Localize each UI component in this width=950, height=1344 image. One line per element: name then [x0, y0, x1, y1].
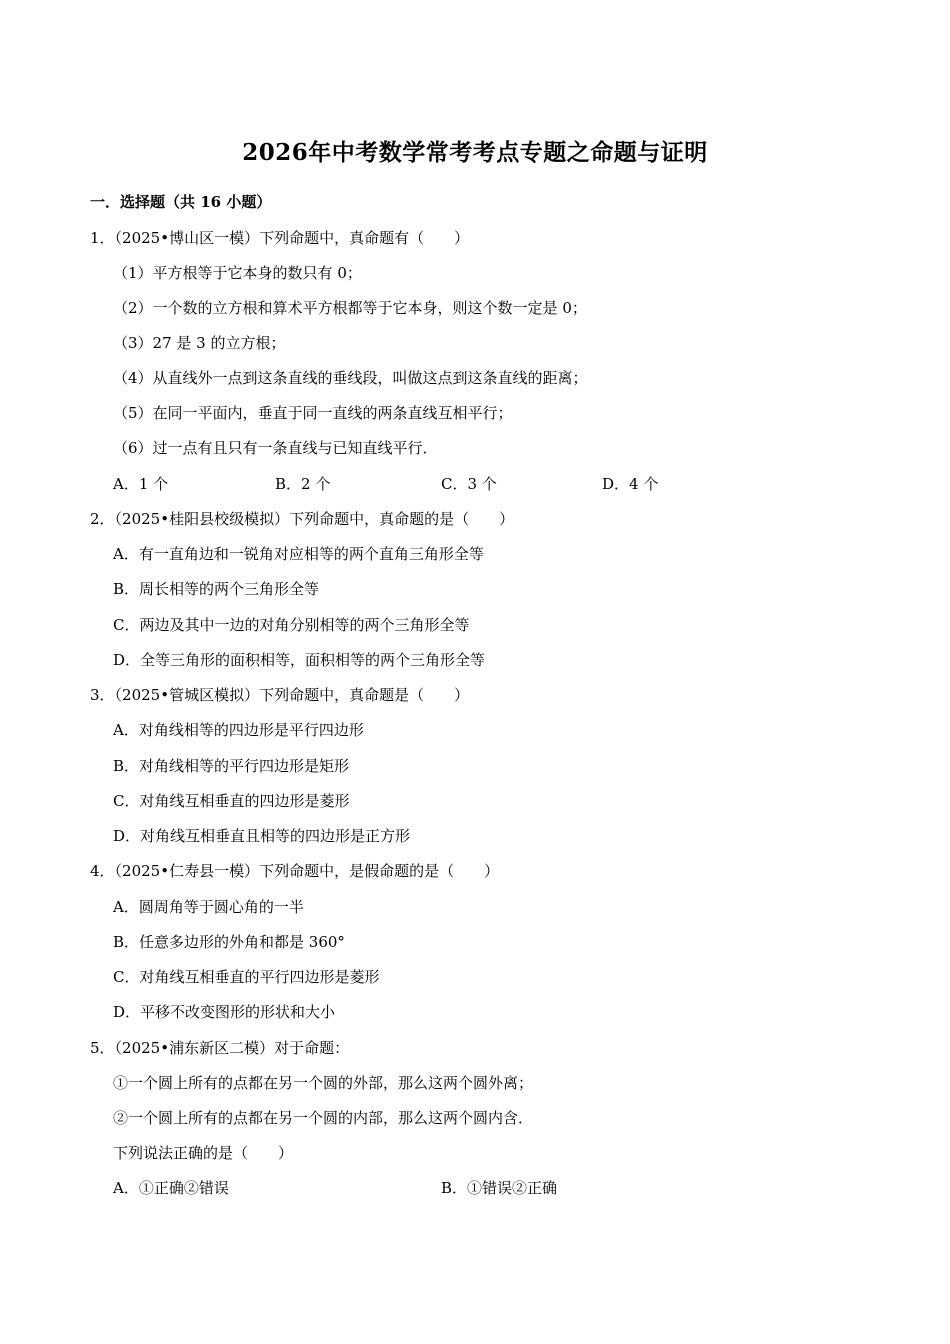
question-4-option-a: A．圆周角等于圆心角的一半 — [113, 898, 304, 916]
question-5-item-2: ②一个圆上所有的点都在另一个圆的内部，那么这两个圆内含． — [113, 1109, 534, 1127]
question-1-option-b: B．2 个 — [275, 475, 331, 493]
question-4-stem: 4．（2025•仁寿县一模）下列命题中，是假命题的是（ ） — [90, 862, 500, 880]
question-1-item-5: （5）在同一平面内，垂直于同一直线的两条直线互相平行； — [113, 404, 513, 422]
question-1-item-6: （6）过一点有且只有一条直线与已知直线平行． — [113, 439, 438, 457]
question-5-option-a: A．①正确②错误 — [113, 1179, 229, 1197]
question-2-option-c: C．两边及其中一边的对角分别相等的两个三角形全等 — [113, 616, 470, 634]
question-2-option-b: B．周长相等的两个三角形全等 — [113, 580, 320, 598]
question-2-option-d: D．全等三角形的面积相等，面积相等的两个三角形全等 — [113, 651, 486, 669]
question-1-option-c: C．3 个 — [441, 475, 497, 493]
question-5-stem: 5．（2025•浦东新区二模）对于命题： — [90, 1039, 350, 1057]
question-1-item-1: （1）平方根等于它本身的数只有 0； — [113, 264, 362, 282]
question-5-prompt: 下列说法正确的是（ ） — [113, 1144, 294, 1162]
question-1-item-2: （2）一个数的立方根和算术平方根都等于它本身，则这个数一定是 0； — [113, 299, 587, 317]
question-1-item-4: （4）从直线外一点到这条直线的垂线段，叫做这点到这条直线的距离； — [113, 369, 588, 387]
question-4-option-d: D．平移不改变图形的形状和大小 — [113, 1003, 336, 1021]
section-heading: 一．选择题（共 16 小题） — [90, 193, 272, 211]
question-3-option-d: D．对角线互相垂直且相等的四边形是正方形 — [113, 827, 411, 845]
question-2-option-a: A．有一直角边和一锐角对应相等的两个直角三角形全等 — [113, 545, 484, 563]
question-1-stem: 1．（2025•博山区一模）下列命题中，真命题有（ ） — [90, 229, 470, 247]
question-1-option-d: D．4 个 — [602, 475, 659, 493]
question-1-item-3: （3）27 是 3 的立方根； — [113, 334, 286, 352]
question-3-option-c: C．对角线互相垂直的四边形是菱形 — [113, 792, 350, 810]
question-2-stem: 2．（2025•桂阳县校级模拟）下列命题中，真命题的是（ ） — [90, 510, 515, 528]
question-3-option-a: A．对角线相等的四边形是平行四边形 — [113, 721, 364, 739]
question-5-option-b: B．①错误②正确 — [441, 1179, 558, 1197]
question-5-item-1: ①一个圆上所有的点都在另一个圆的外部，那么这两个圆外离； — [113, 1074, 534, 1092]
document-title: 2026年中考数学常考考点专题之命题与证明 — [242, 139, 708, 166]
question-3-option-b: B．对角线相等的平行四边形是矩形 — [113, 757, 350, 775]
question-1-option-a: A．1 个 — [113, 475, 169, 493]
question-4-option-b: B．任意多边形的外角和都是 360° — [113, 933, 345, 951]
question-3-stem: 3．（2025•管城区模拟）下列命题中，真命题是（ ） — [90, 686, 470, 704]
question-4-option-c: C．对角线互相垂直的平行四边形是菱形 — [113, 968, 380, 986]
